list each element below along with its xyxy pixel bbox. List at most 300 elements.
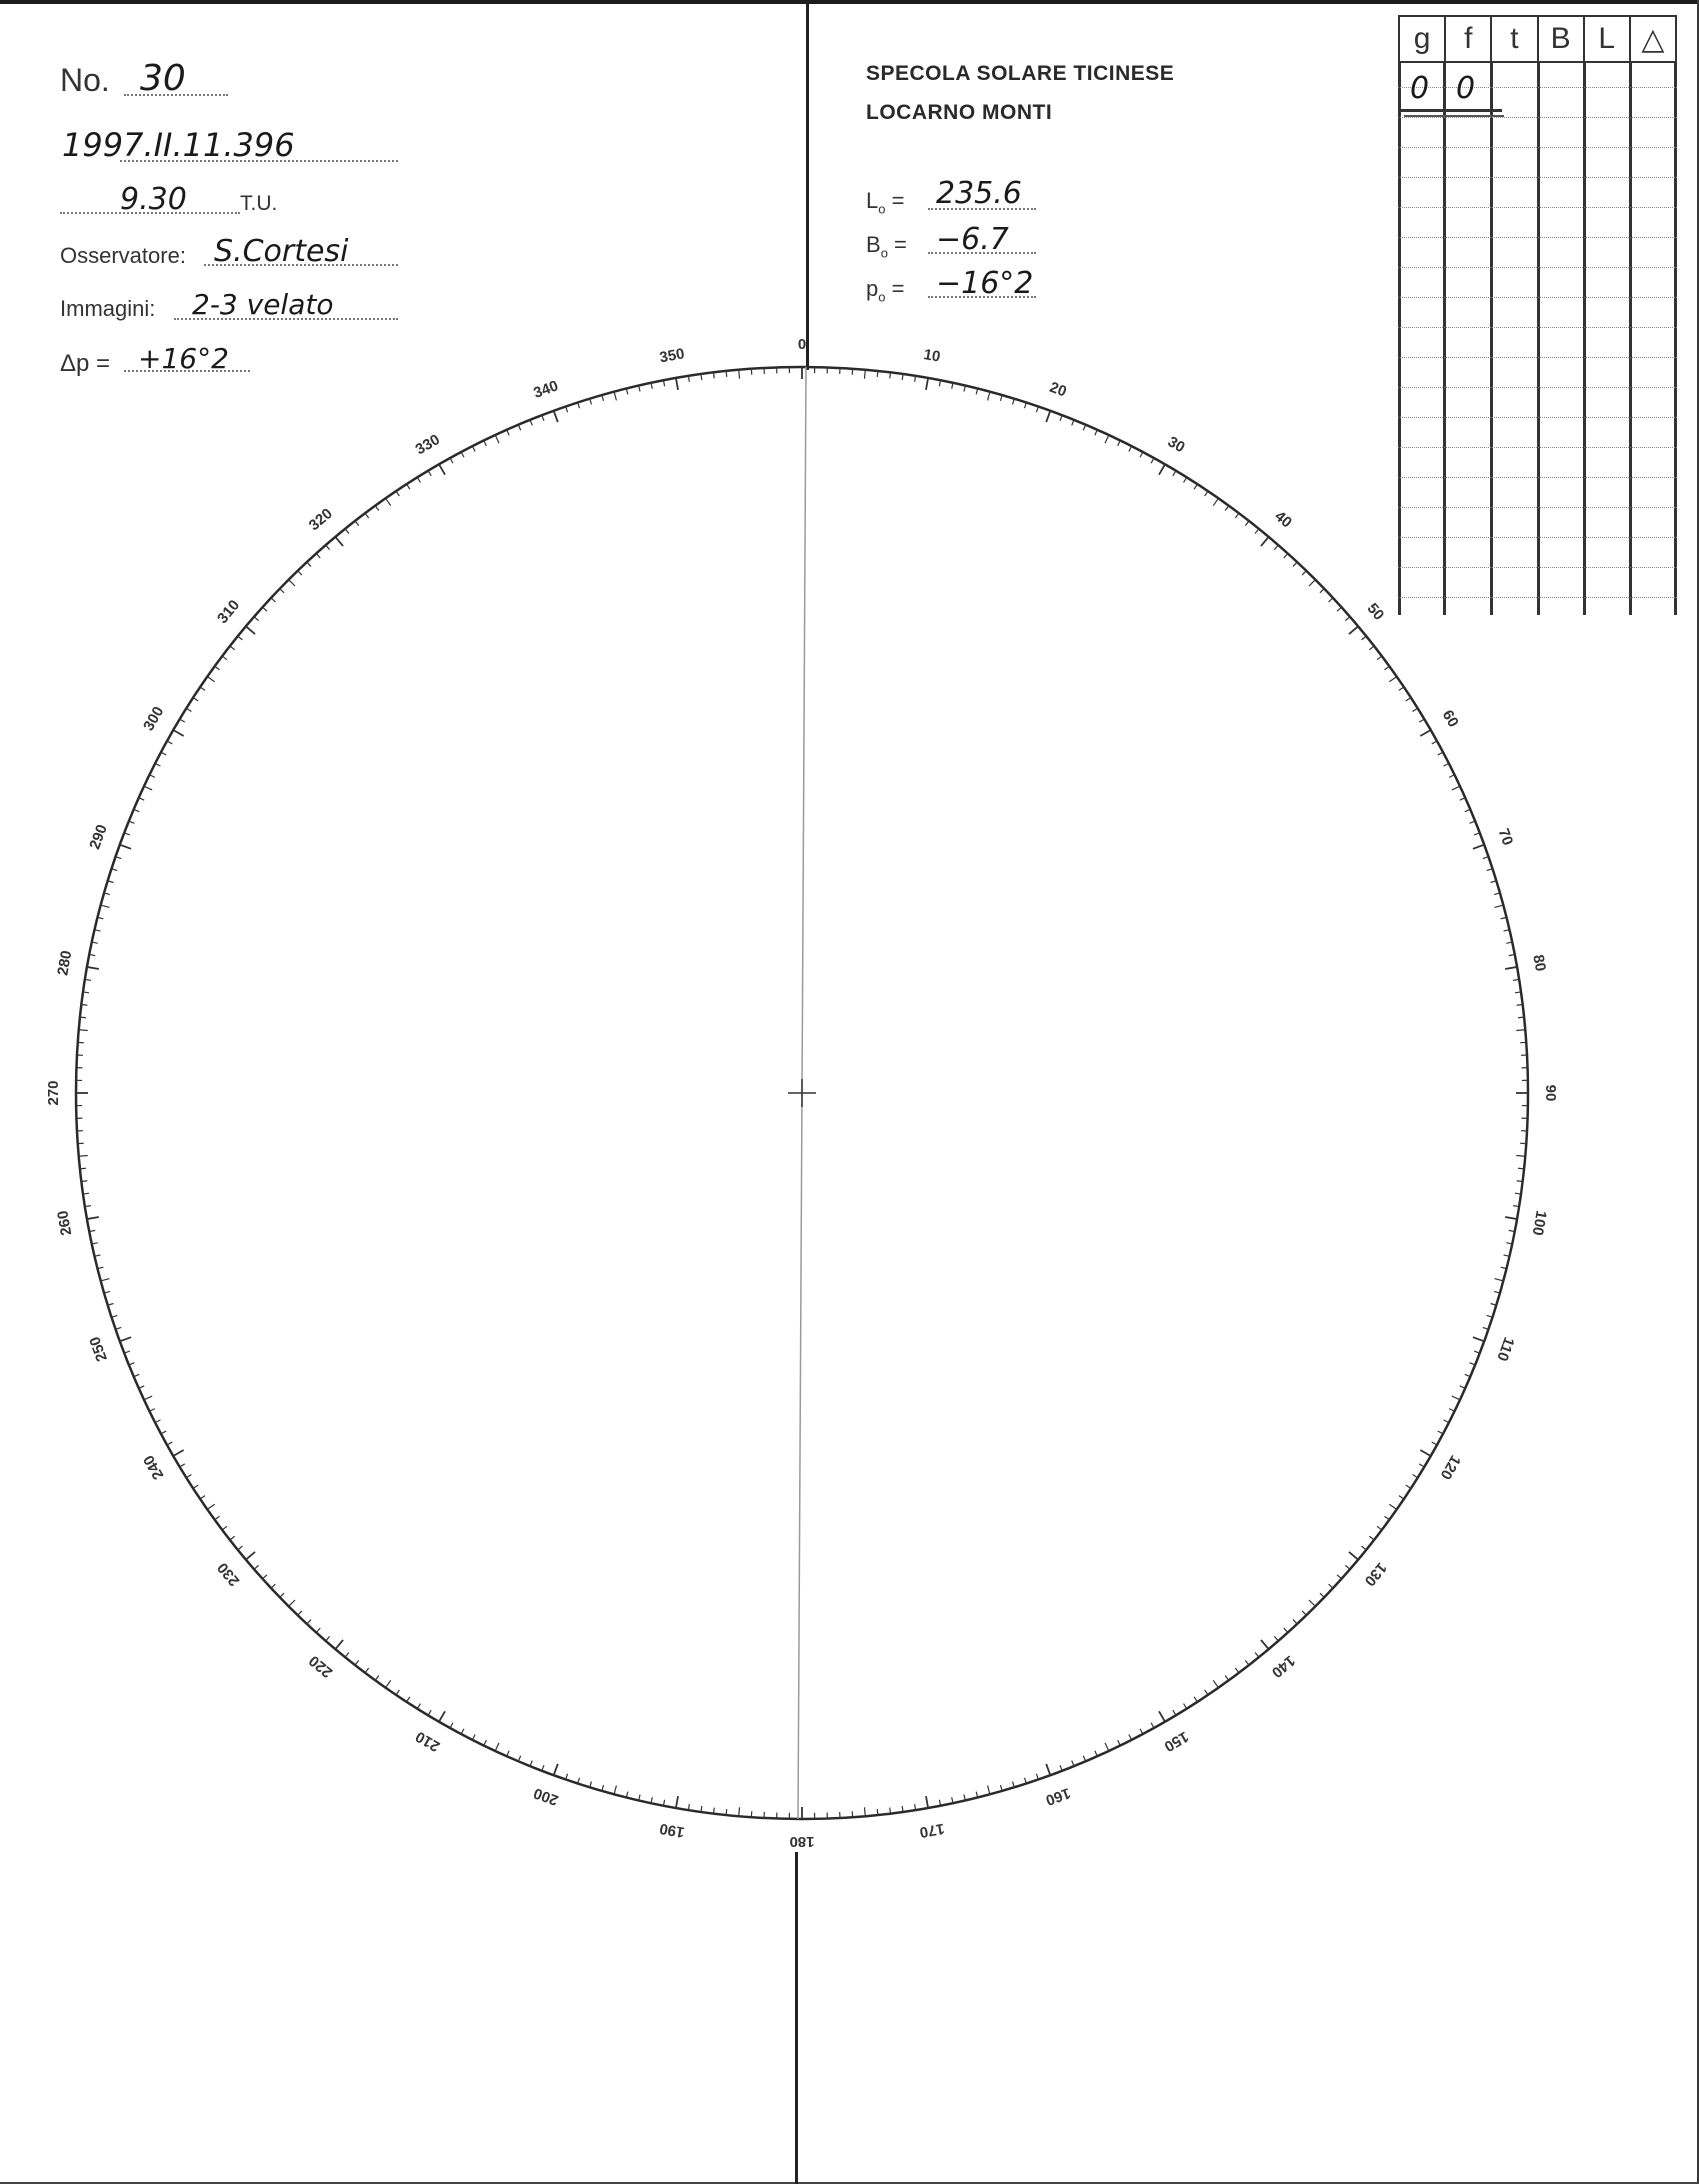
column-delta: △ — [1641, 22, 1665, 56]
angle-tick — [1213, 1680, 1218, 1687]
angle-tick — [101, 1279, 110, 1281]
angle-tick — [1225, 1675, 1229, 1680]
institute-location: LOCARNO MONTI — [866, 101, 1053, 124]
angle-tick — [375, 1675, 379, 1680]
angle-tick — [701, 1806, 702, 1812]
angle-tick — [461, 452, 464, 457]
angle-tick — [701, 374, 702, 380]
angle-tick — [271, 598, 275, 602]
angle-tick — [1293, 562, 1297, 566]
column-t: t — [1492, 17, 1538, 61]
angle-tick — [307, 1620, 311, 1624]
angle-tick — [254, 617, 259, 621]
angle-tick — [1345, 617, 1350, 621]
angle-tick — [222, 1526, 227, 1530]
angle-tick — [472, 1735, 475, 1740]
angle-label-260: 260 — [54, 1209, 76, 1237]
angle-tick — [1173, 471, 1176, 476]
angle-tick — [1438, 1431, 1443, 1434]
angle-tick — [1419, 1464, 1424, 1467]
number-label: No. — [60, 62, 110, 98]
angle-tick — [1095, 430, 1097, 435]
angle-tick — [79, 1030, 88, 1031]
angle-tick — [215, 666, 220, 670]
angle-tick — [1129, 1735, 1132, 1740]
angle-label-50: 50 — [1363, 599, 1388, 624]
angle-tick — [1518, 1168, 1524, 1169]
angle-tick — [1515, 1193, 1521, 1194]
angle-label-300: 300 — [140, 703, 168, 734]
angle-tick — [614, 392, 616, 401]
angle-tick — [1140, 1729, 1143, 1734]
angle-tick — [1205, 491, 1208, 496]
angle-tick — [676, 378, 678, 390]
angle-tick — [81, 1181, 87, 1182]
angle-tick — [472, 446, 475, 451]
angle-tick — [1399, 687, 1404, 690]
angle-tick — [1473, 1337, 1484, 1341]
angle-tick — [280, 1593, 284, 1597]
angle-tick — [365, 1668, 369, 1673]
angle-tick — [254, 1565, 259, 1569]
angle-tick — [507, 1751, 509, 1756]
angle-tick — [1337, 1575, 1341, 1579]
angle-tick — [988, 1786, 990, 1795]
angle-tick — [864, 1807, 865, 1816]
angle-tick — [1173, 1710, 1176, 1715]
angle-tick — [1118, 440, 1121, 445]
angle-tick — [1105, 435, 1109, 443]
angle-tick — [428, 1710, 431, 1715]
angle-tick — [1517, 1181, 1523, 1182]
angle-tick — [1505, 1217, 1517, 1219]
angle-tick — [1095, 1751, 1097, 1756]
angle-tick — [120, 845, 131, 849]
angle-tick — [246, 1552, 255, 1560]
l0-value: 235.6 — [936, 176, 1022, 211]
angle-tick — [1432, 741, 1437, 744]
angle-tick — [316, 1628, 320, 1632]
angle-tick — [1205, 1690, 1208, 1695]
angle-tick — [495, 435, 499, 443]
angle-tick — [386, 1680, 391, 1687]
angle-tick — [1184, 1704, 1187, 1709]
angle-tick — [1444, 1420, 1449, 1423]
angle-label-10: 10 — [922, 346, 942, 366]
angle-tick — [335, 537, 343, 546]
center-crosshair — [788, 1079, 816, 1107]
angle-tick — [926, 1796, 928, 1808]
angle-label-30: 30 — [1164, 433, 1188, 457]
delta-p-label: Δp = — [60, 350, 111, 377]
angle-label-310: 310 — [214, 596, 244, 627]
angle-tick — [1389, 677, 1396, 682]
angle-tick — [1284, 553, 1288, 557]
angle-tick — [80, 1168, 86, 1169]
angle-tick — [230, 1536, 235, 1540]
cell-f-value: 0 — [1456, 71, 1476, 106]
angle-tick — [1046, 411, 1050, 422]
angle-tick — [450, 1723, 453, 1728]
angle-tick — [246, 626, 255, 634]
observer-value: S.Cortesi — [214, 234, 349, 269]
angle-tick — [484, 1740, 487, 1745]
angle-tick — [1516, 1155, 1525, 1156]
angle-label-290: 290 — [86, 822, 111, 852]
angle-tick — [1449, 775, 1454, 778]
angle-tick — [1516, 1030, 1525, 1031]
angle-tick — [507, 430, 509, 435]
angle-tick — [1491, 1304, 1497, 1306]
angle-tick — [108, 1304, 114, 1306]
angle-label-160: 160 — [1043, 1784, 1073, 1809]
angle-tick — [365, 513, 369, 518]
angle-tick — [1399, 1496, 1404, 1499]
angle-label-330: 330 — [412, 431, 443, 459]
angle-tick — [1362, 636, 1367, 640]
angle-tick — [1449, 1409, 1454, 1412]
angle-label-200: 200 — [531, 1784, 561, 1809]
angle-tick — [238, 636, 243, 640]
angle-tick — [1349, 626, 1358, 634]
angle-tick — [87, 967, 99, 969]
angle-tick — [1345, 1565, 1350, 1569]
angle-tick — [739, 370, 740, 379]
angle-tick — [139, 1386, 144, 1388]
angle-tick — [1349, 1552, 1358, 1560]
angle-tick — [1419, 719, 1424, 722]
angle-tick — [155, 1420, 160, 1423]
angle-tick — [80, 1017, 86, 1018]
angle-tick — [1413, 1475, 1418, 1478]
angle-tick — [864, 370, 865, 379]
angle-label-60: 60 — [1438, 707, 1462, 731]
angle-tick — [1046, 1764, 1050, 1775]
angle-tick — [1245, 1660, 1249, 1665]
angle-tick — [1274, 545, 1278, 550]
angle-tick — [1420, 1450, 1430, 1456]
angle-label-240: 240 — [140, 1452, 168, 1483]
angle-tick — [161, 752, 166, 755]
angle-tick — [1293, 1620, 1297, 1624]
angle-tick — [450, 458, 453, 463]
angle-tick — [902, 1806, 903, 1812]
angle-tick — [149, 1409, 154, 1412]
angle-label-0: 0 — [797, 335, 807, 353]
angle-tick — [1309, 580, 1315, 586]
angle-tick — [1432, 1442, 1437, 1445]
angle-tick — [1245, 521, 1249, 526]
angle-label-210: 210 — [412, 1727, 443, 1755]
angle-tick — [262, 607, 266, 611]
angle-tick — [1452, 1396, 1460, 1400]
angle-tick — [1377, 656, 1382, 660]
number-value: 30 — [140, 58, 186, 99]
angle-tick — [1495, 905, 1504, 907]
column-l: L — [1585, 17, 1631, 61]
angle-tick — [1495, 1279, 1504, 1281]
angle-label-320: 320 — [305, 505, 336, 535]
angle-label-340: 340 — [531, 377, 561, 402]
angle-tick — [180, 1464, 185, 1467]
angle-tick — [298, 1611, 302, 1615]
angle-tick — [1384, 1516, 1389, 1520]
angle-tick — [1329, 598, 1333, 602]
angle-tick — [326, 1636, 330, 1641]
angle-tick — [1213, 498, 1218, 505]
angle-tick — [1261, 1640, 1269, 1649]
angle-tick — [1517, 1005, 1523, 1006]
cell-g-value: 0 — [1410, 71, 1430, 106]
angle-tick — [1194, 484, 1197, 489]
institute-name: SPECOLA SOLARE TICINESE — [866, 62, 1175, 85]
column-g: g — [1400, 17, 1446, 61]
angle-tick — [1406, 1485, 1411, 1488]
angle-tick — [355, 1660, 359, 1665]
angle-label-120: 120 — [1436, 1452, 1464, 1483]
column-b: B — [1539, 17, 1585, 61]
angle-tick — [289, 580, 295, 586]
angle-tick — [1406, 698, 1411, 701]
angle-tick — [417, 1704, 420, 1709]
angle-tick — [139, 798, 144, 800]
angle-label-220: 220 — [305, 1651, 336, 1681]
angle-label-280: 280 — [54, 949, 76, 977]
angle-tick — [79, 1155, 88, 1156]
angle-tick — [1329, 1584, 1333, 1588]
observer-label: Osservatore: — [60, 243, 186, 268]
angle-tick — [1460, 1386, 1465, 1388]
p0-label: $p_o$ = — [866, 276, 905, 305]
p0-value: −16°2 — [936, 266, 1034, 301]
angle-tick — [144, 786, 152, 790]
angle-tick — [1255, 529, 1259, 534]
angle-label-70: 70 — [1494, 826, 1517, 848]
angle-tick — [375, 506, 379, 511]
angle-label-270: 270 — [44, 1080, 62, 1106]
angle-tick — [200, 687, 205, 690]
angle-tick — [83, 992, 89, 993]
angle-tick — [386, 498, 391, 505]
angle-tick — [1444, 763, 1449, 766]
angle-tick — [407, 1697, 410, 1702]
angle-tick — [289, 1600, 295, 1606]
angle-tick — [739, 1807, 740, 1816]
angle-tick — [1255, 1653, 1259, 1658]
angle-tick — [1452, 786, 1460, 790]
angle-label-230: 230 — [214, 1559, 244, 1590]
angle-tick — [1235, 1668, 1239, 1673]
angle-tick — [345, 1653, 349, 1658]
angle-label-190: 190 — [658, 1819, 686, 1841]
angle-tick — [1369, 646, 1374, 650]
angle-tick — [902, 374, 903, 380]
date-value: 1997.II.11.396 — [62, 126, 295, 164]
angle-tick — [926, 378, 928, 390]
angle-tick — [238, 1546, 243, 1550]
angle-tick — [1320, 589, 1324, 593]
images-value: 2-3 velato — [192, 288, 334, 321]
angle-tick — [193, 698, 198, 701]
angle-tick — [1013, 399, 1015, 405]
angle-tick — [726, 371, 727, 377]
column-f: f — [1446, 17, 1492, 61]
angle-tick — [81, 1005, 87, 1006]
angle-tick — [180, 719, 185, 722]
angle-tick — [161, 1431, 166, 1434]
angle-tick — [890, 372, 891, 378]
angle-tick — [1151, 1723, 1154, 1728]
angle-tick — [345, 529, 349, 534]
angle-label-180: 180 — [789, 1833, 815, 1851]
angle-label-20: 20 — [1047, 378, 1069, 401]
angle-tick — [614, 1786, 616, 1795]
time-unit-label: T.U. — [240, 192, 278, 215]
angle-tick — [207, 677, 214, 682]
angle-tick — [1013, 1782, 1015, 1788]
angle-tick — [714, 1808, 715, 1814]
l0-label: $L_o$ = — [866, 188, 905, 217]
angle-tick — [173, 730, 183, 736]
angle-tick — [439, 464, 445, 474]
angle-tick — [590, 399, 592, 405]
angle-tick — [193, 1485, 198, 1488]
angle-label-110: 110 — [1493, 1334, 1518, 1364]
angle-tick — [1413, 708, 1418, 711]
angle-tick — [1309, 1600, 1315, 1606]
angle-tick — [1438, 752, 1443, 755]
angle-tick — [1518, 1017, 1524, 1018]
angle-label-350: 350 — [658, 345, 686, 367]
angle-label-90: 90 — [1542, 1084, 1560, 1102]
angle-tick — [207, 1504, 214, 1509]
angle-tick — [120, 1337, 131, 1341]
angle-tick — [428, 471, 431, 476]
angle-tick — [1261, 537, 1269, 546]
angle-tick — [173, 1450, 183, 1456]
angle-label-40: 40 — [1271, 507, 1296, 532]
angle-tick — [1151, 458, 1154, 463]
angle-tick — [1184, 477, 1187, 482]
angle-tick — [1129, 446, 1132, 451]
angle-tick — [149, 775, 154, 778]
angle-tick — [167, 741, 172, 744]
angle-tick — [1320, 1593, 1324, 1597]
angle-tick — [1302, 571, 1306, 575]
angle-tick — [262, 1575, 266, 1579]
angle-tick — [83, 1193, 89, 1194]
angle-tick — [200, 1496, 205, 1499]
angle-tick — [144, 1396, 152, 1400]
time-value: 9.30 — [120, 182, 187, 217]
angle-tick — [335, 1640, 343, 1649]
angle-tick — [186, 708, 191, 711]
angle-tick — [726, 1809, 727, 1815]
angle-tick — [1302, 1611, 1306, 1615]
angle-tick — [407, 484, 410, 489]
angle-tick — [1491, 881, 1497, 883]
delta-p-value: +16°2 — [138, 342, 229, 375]
b0-label: $B_o$ = — [866, 232, 907, 261]
angle-tick — [1369, 1536, 1374, 1540]
angle-tick — [417, 477, 420, 482]
angle-label-250: 250 — [86, 1334, 111, 1364]
angle-tick — [1235, 513, 1239, 518]
angle-tick — [1420, 730, 1430, 736]
angle-label-130: 130 — [1360, 1559, 1390, 1590]
angle-tick — [1118, 1740, 1121, 1745]
angle-label-170: 170 — [918, 1819, 946, 1841]
angle-tick — [1159, 464, 1165, 474]
angle-tick — [155, 763, 160, 766]
angle-tick — [326, 545, 330, 550]
angle-tick — [396, 1690, 399, 1695]
angle-tick — [890, 1808, 891, 1814]
angle-tick — [1105, 1743, 1109, 1751]
angle-tick — [355, 521, 359, 526]
angle-tick — [495, 1743, 499, 1751]
angle-tick — [186, 1475, 191, 1478]
angle-tick — [877, 1809, 878, 1815]
angle-tick — [87, 1217, 99, 1219]
angle-tick — [167, 1442, 172, 1445]
angle-label-100: 100 — [1528, 1209, 1550, 1237]
angle-label-140: 140 — [1268, 1651, 1299, 1681]
angle-tick — [1515, 992, 1521, 993]
angle-tick — [1225, 506, 1229, 511]
angle-tick — [877, 371, 878, 377]
angle-tick — [215, 1516, 220, 1520]
angle-tick — [1337, 607, 1341, 611]
angle-tick — [1284, 1628, 1288, 1632]
angle-tick — [439, 1711, 445, 1721]
angle-tick — [714, 372, 715, 378]
angle-tick — [108, 881, 114, 883]
angle-tick — [1389, 1504, 1396, 1509]
angle-tick — [461, 1729, 464, 1734]
angle-tick — [316, 553, 320, 557]
angle-tick — [396, 491, 399, 496]
images-label: Immagini: — [60, 296, 156, 321]
angle-tick — [230, 646, 235, 650]
angle-tick — [988, 392, 990, 401]
angle-tick — [101, 905, 110, 907]
b0-value: −6.7 — [936, 222, 1009, 257]
angle-tick — [1140, 452, 1143, 457]
angle-label-150: 150 — [1161, 1727, 1192, 1755]
angle-tick — [1194, 1697, 1197, 1702]
angle-tick — [554, 1764, 558, 1775]
angle-tick — [590, 1782, 592, 1788]
angle-tick — [1377, 1526, 1382, 1530]
angle-label-80: 80 — [1529, 953, 1549, 973]
angle-tick — [1460, 798, 1465, 800]
angle-tick — [484, 440, 487, 445]
angle-tick — [676, 1796, 678, 1808]
angle-tick — [1473, 845, 1484, 849]
angle-tick — [1384, 666, 1389, 670]
angle-tick — [554, 411, 558, 422]
angle-tick — [280, 589, 284, 593]
angle-tick — [1159, 1711, 1165, 1721]
angle-tick — [307, 562, 311, 566]
angle-tick — [1505, 967, 1517, 969]
angle-tick — [271, 1584, 275, 1588]
angle-tick — [222, 656, 227, 660]
angle-tick — [298, 571, 302, 575]
angle-tick — [1362, 1546, 1367, 1550]
angle-tick — [1274, 1636, 1278, 1641]
